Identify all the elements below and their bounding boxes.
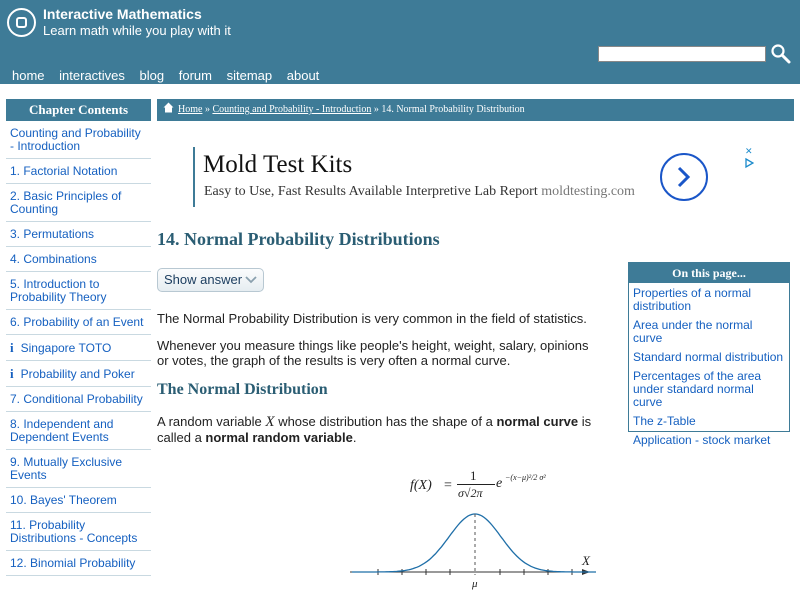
sidebar-item-distributions[interactable] <box>6 513 151 551</box>
ad-accent-bar <box>193 147 195 207</box>
sidebar-item-label: 9. Mutually Exclusive Events <box>10 455 123 482</box>
search-icon[interactable] <box>770 43 792 65</box>
nav-forum[interactable]: forum <box>178 68 212 83</box>
nav-about[interactable]: about <box>286 68 320 83</box>
ad-title[interactable]: Mold Test Kits <box>203 151 353 178</box>
section-heading: The Normal Distribution <box>157 381 328 398</box>
formula-numerator: 1 <box>470 468 477 483</box>
breadcrumb-separator: » <box>202 104 213 115</box>
sidebar-title: Chapter Contents <box>6 99 151 121</box>
breadcrumb-section[interactable]: Counting and Probability - Introduction <box>212 104 372 115</box>
sidebar-item-singapore-toto[interactable] <box>6 335 151 361</box>
toc-link-stock-market[interactable]: Application - stock market <box>633 433 771 447</box>
toc-link-properties[interactable]: Properties of a normal distribution <box>633 286 752 313</box>
formula-base: e <box>496 476 503 491</box>
sidebar-item-label: 5. Introduction to Probability Theory <box>10 277 107 304</box>
measurement-paragraph: Whenever you measure things like people's height, weight, salary, opinions or votes, the graph of the results is very often a normal curve. <box>157 338 589 368</box>
text-fragment: . <box>352 430 357 445</box>
text-fragment: is called a <box>157 414 592 445</box>
formula-lhs: f(X) <box>410 478 432 493</box>
info-icon: i <box>10 366 14 381</box>
site-title[interactable]: Interactive Mathematics <box>43 6 202 22</box>
site-logo-icon[interactable] <box>7 8 36 37</box>
nav-sitemap[interactable]: sitemap <box>226 68 273 83</box>
sidebar-item-conditional[interactable] <box>6 387 151 412</box>
sidebar-item-label: 3. Permutations <box>10 227 95 241</box>
sidebar-item-label: Counting and Probability - Introduction <box>10 126 141 153</box>
sidebar-item-label: 7. Conditional Probability <box>10 392 143 406</box>
sidebar-item-label: 11. Probability Distributions - Concepts <box>10 518 138 545</box>
formula-exponent: −(x−μ)²/2 σ² <box>505 473 546 482</box>
sidebar-item-label: 10. Bayes' Theorem <box>10 493 117 507</box>
info-icon: i <box>10 340 14 355</box>
sidebar-item-bayes[interactable] <box>6 488 151 513</box>
sidebar-item-factorial[interactable] <box>6 159 151 184</box>
sidebar-item-label: 12. Binomial Probability <box>10 556 136 570</box>
variable-x: X <box>265 414 275 430</box>
sidebar-item-independent[interactable] <box>6 412 151 450</box>
bell-curve <box>352 514 596 572</box>
ad-domain: moldtesting.com <box>541 184 635 199</box>
ad-arrow-button[interactable] <box>660 153 708 201</box>
advertisement[interactable] <box>193 145 763 208</box>
ad-subtitle[interactable] <box>204 184 635 200</box>
sidebar-item-label: 6. Probability of an Event <box>10 315 144 329</box>
sidebar-item-label: Probability and Poker <box>20 367 135 381</box>
breadcrumb-separator: » <box>371 104 382 115</box>
chevron-right-icon <box>676 166 692 188</box>
nav-home[interactable]: home <box>12 68 45 83</box>
on-this-page-box <box>628 262 790 447</box>
sidebar-item-label: 4. Combinations <box>10 252 97 266</box>
definition-paragraph <box>157 414 602 445</box>
formula-fraction-bar <box>457 484 495 485</box>
site-tagline: Learn math while you play with it <box>43 23 231 38</box>
sidebar-item-poker[interactable] <box>6 361 151 387</box>
nav-interactives[interactable]: interactives <box>59 68 125 83</box>
text-fragment: whose distribution has the shape of a <box>274 414 497 429</box>
site-header <box>0 0 800 84</box>
term-normal-curve: normal curve <box>496 414 579 429</box>
chevron-down-icon <box>243 272 259 288</box>
sidebar-item-label: 8. Independent and Dependent Events <box>10 417 114 444</box>
on-this-page-title: On this page... <box>629 263 789 283</box>
toc-link-area[interactable]: Area under the normal curve <box>633 318 753 345</box>
adchoices-icon[interactable] <box>744 145 754 173</box>
formula-denominator: σ√2π <box>458 486 483 500</box>
x-axis-label: X <box>582 553 590 568</box>
intro-paragraph: The Normal Probability Distribution is very common in the field of statistics. <box>157 311 587 326</box>
nav-blog[interactable]: blog <box>139 68 165 83</box>
show-answer-button[interactable] <box>157 268 264 292</box>
sidebar-item-mutually-exclusive[interactable] <box>6 450 151 488</box>
breadcrumb-home[interactable]: Home <box>178 104 203 115</box>
formula-equals: = <box>444 478 452 493</box>
show-answer-label: Show answer <box>164 272 243 287</box>
sidebar-item-label: 2. Basic Principles of Counting <box>10 189 122 216</box>
toc-link-percentages[interactable]: Percentages of the area under standard normal curve <box>633 369 762 409</box>
mean-label: μ <box>472 578 478 590</box>
top-navigation <box>12 68 330 83</box>
sidebar-item-label: Singapore TOTO <box>20 341 112 355</box>
page-title: 14. Normal Probability Distributions <box>157 229 440 249</box>
toc-link-z-table[interactable]: The z-Table <box>633 414 696 428</box>
svg-text:✕: ✕ <box>745 147 753 157</box>
sidebar-item-label: 1. Factorial Notation <box>10 164 118 178</box>
sidebar-item-permutations[interactable] <box>6 222 151 247</box>
toc-link-standard[interactable]: Standard normal distribution <box>633 350 784 364</box>
term-normal-random-variable: normal random variable <box>205 430 353 445</box>
sidebar-item-probability-event[interactable] <box>6 310 151 335</box>
breadcrumb-current: 14. Normal Probability Distribution <box>381 104 525 115</box>
search-input[interactable] <box>598 46 766 62</box>
normal-curve-graph <box>350 505 600 595</box>
breadcrumb <box>157 99 794 121</box>
sidebar-item-binomial[interactable] <box>6 551 151 576</box>
sidebar-item-combinations[interactable] <box>6 247 151 272</box>
sidebar-item-counting-principles[interactable] <box>6 184 151 222</box>
ad-subtitle-text: Easy to Use, Fast Results Available Interpretive Lab Report <box>204 184 542 199</box>
text-fragment: A random variable <box>157 414 266 429</box>
normal-pdf-formula <box>410 468 570 506</box>
chapter-contents-sidebar <box>6 99 151 600</box>
sidebar-item-probability-theory[interactable] <box>6 272 151 310</box>
home-icon[interactable] <box>163 102 174 113</box>
sidebar-item-intro[interactable] <box>6 121 151 159</box>
